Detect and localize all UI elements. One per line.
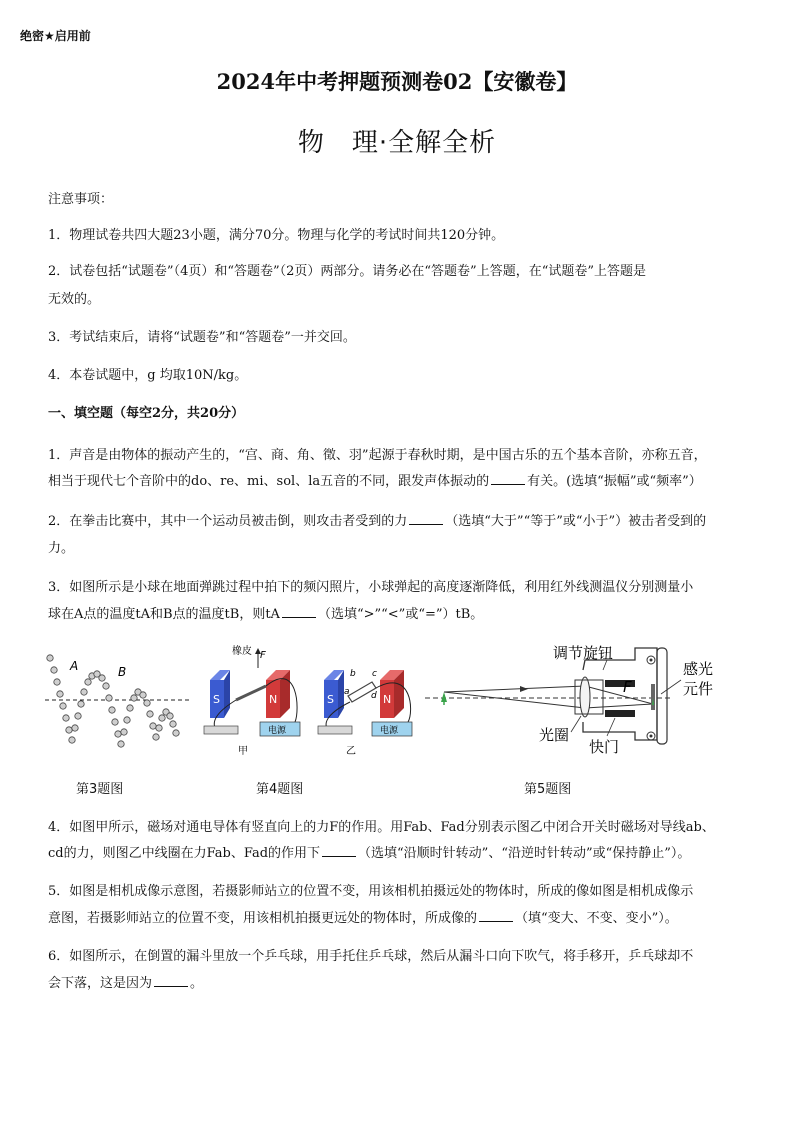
q4-line1: 4．如图甲所示，磁场对通电导体有竖直向上的力F的作用。用Fab、Fad分别表示图乙中闭合开关时磁场对导线ab、 xyxy=(48,820,715,835)
fig5-label-sensor-1: 感光 xyxy=(683,660,714,678)
q5-line1: 5．如图是相机成像示意图，若摄影师站立的位置不变，用该相机拍摄远处的物体时，所成的像如图是相机成像示 xyxy=(48,884,694,899)
q2-blank[interactable] xyxy=(409,512,443,525)
fig3-label-b: B xyxy=(118,665,127,679)
q6-text-a: 会下落，这是因为 xyxy=(48,976,153,991)
fig5-shutter-bottom xyxy=(605,710,635,717)
q6-line1: 6．如图所示，在倒置的漏斗里放一个乒乓球，用手托住乒乓球，然后从漏斗口向下吹气，将手移开，乒乓球却不 xyxy=(48,949,694,964)
q1-text-a: 相当于现代七个音阶中的do、re、mi、sol、la五音的不同，跟发声体振动的 xyxy=(48,474,490,489)
svg-text:N: N xyxy=(383,693,392,706)
q5-text-a: 意图，若摄影师站立的位置不变，用该相机拍摄更远处的物体时，所成像的 xyxy=(48,911,478,926)
q1-line2 xyxy=(48,468,748,496)
q3-line2 xyxy=(48,601,748,629)
notice-item-4: 4．本卷试题中，g 均取10N/kg。 xyxy=(48,368,248,383)
fig5-lens xyxy=(580,677,590,717)
svg-text:N: N xyxy=(269,693,278,706)
notice-heading: 注意事项： xyxy=(48,192,114,207)
figure-3-bouncing-ball xyxy=(40,640,200,770)
fig5-label-knob: 调节旋钮 xyxy=(553,644,614,662)
figure-5-camera-diagram xyxy=(425,640,745,765)
figure-4-magnetic-force xyxy=(200,640,415,765)
fig5-caption: 第5题图 xyxy=(524,782,572,797)
q5-line2 xyxy=(48,905,748,933)
q5-blank[interactable] xyxy=(479,909,513,922)
q1-text-b: 有关。(选填“振幅”或“频率”） xyxy=(527,474,702,489)
fig5-label-sensor-2: 元件 xyxy=(683,680,714,698)
q2-line1 xyxy=(48,508,748,536)
q1-line1: 1．声音是由物体的振动产生的，“宫、商、角、徵、羽”起源于春秋时期，是中国古乐的五个基本音阶，亦称五音， xyxy=(48,448,707,463)
svg-text:电源: 电源 xyxy=(268,726,287,736)
exam-subtitle: 物 理·全解全析 xyxy=(297,128,497,158)
q5-text-b: （填“变大、不变、变小”）。 xyxy=(515,911,678,926)
fig5-label-shutter: 快门 xyxy=(589,738,620,756)
secret-mark: 绝密★启用前 xyxy=(20,29,91,43)
notice-item-3: 3．考试结束后，请将“试题卷”和“答题卷”一并交回。 xyxy=(48,330,356,345)
q6-blank[interactable] xyxy=(154,974,188,987)
svg-text:b: b xyxy=(350,669,356,679)
fig3-label-a: A xyxy=(70,659,79,673)
q4-line2 xyxy=(48,840,748,868)
fig5-label-aperture: 光圈 xyxy=(539,726,570,744)
notice-item-2: 2．试卷包括“试题卷”（4页）和“答题卷”（2页）两部分。请务必在“答题卷”上答题，在“试题卷”上答题是 xyxy=(48,264,646,279)
fig5-label-f: F xyxy=(623,678,632,696)
fig4-label-rubber: 橡皮 xyxy=(232,646,252,657)
q4-blank[interactable] xyxy=(322,844,356,857)
notice-item-1: 1．物理试卷共四大题23小题，满分70分。物理与化学的考试时间共120分钟。 xyxy=(48,228,505,243)
svg-text:d: d xyxy=(371,691,377,701)
fig5-object-tree xyxy=(441,692,447,702)
exam-title: 2024年中考押题预测卷02【安徽卷】 xyxy=(216,69,578,94)
notice-item-2-cont: 无效的。 xyxy=(48,292,101,307)
section-heading: 一、填空题（每空2分，共20分） xyxy=(48,406,245,421)
svg-text:c: c xyxy=(372,669,377,679)
q6-line2 xyxy=(48,970,748,998)
q3-line1: 3．如图所示是小球在地面弹跳过程中拍下的频闪照片，小球弹起的高度逐渐降低，利用红外线测温仪分别测量小 xyxy=(48,580,694,595)
q2-text-a: 2．在拳击比赛中，其中一个运动员被击倒，则攻击者受到的力 xyxy=(48,514,408,529)
q2-line2: 力。 xyxy=(48,541,75,556)
fig4-label-jia: 甲 xyxy=(238,746,248,757)
q6-text-b: 。 xyxy=(190,976,204,991)
q3-blank[interactable] xyxy=(282,605,316,618)
fig4-label-f: F xyxy=(260,650,266,661)
q4-text-b: （选填“沿顺时针转动”、“沿逆时针转动”或“保持静止”）。 xyxy=(358,846,691,861)
svg-text:S: S xyxy=(213,693,220,706)
fig4-label-yi: 乙 xyxy=(346,746,356,757)
q1-blank[interactable] xyxy=(491,472,525,485)
fig4-caption: 第4题图 xyxy=(256,782,304,797)
q3-text-b: （选填“>”“<”或“=”）tB。 xyxy=(317,607,484,622)
svg-text:电源: 电源 xyxy=(380,726,399,736)
q2-text-b: （选填“大于”“等于”或“小于”）被击者受到的 xyxy=(445,514,707,529)
fig5-sensor xyxy=(651,684,655,710)
q4-text-a: cd的力，则图乙中线圈在力Fab、Fad的作用下 xyxy=(48,846,321,861)
svg-text:S: S xyxy=(327,693,334,706)
fig3-caption: 第3题图 xyxy=(76,782,124,797)
svg-text:a: a xyxy=(344,687,350,697)
q3-text-a: 球在A点的温度tA和B点的温度tB，则tA xyxy=(48,607,280,622)
